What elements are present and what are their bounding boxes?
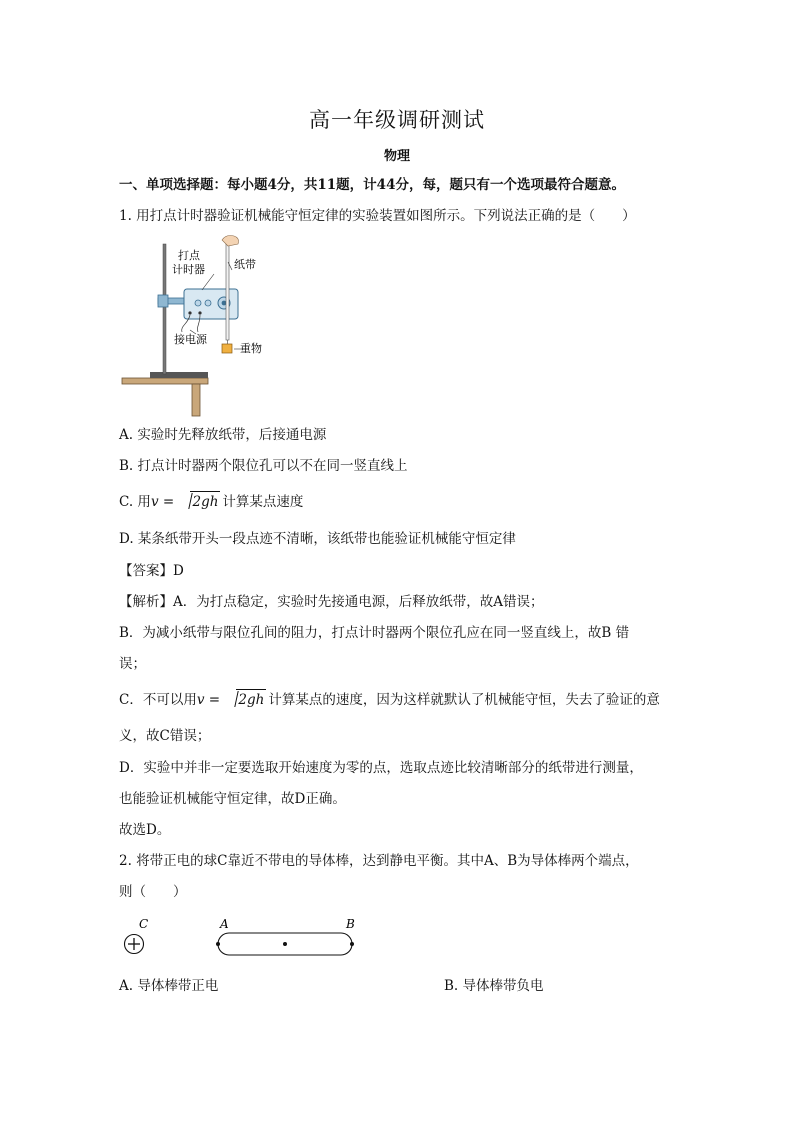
formula-eq: = [158, 494, 179, 510]
stand-rod [163, 244, 166, 374]
q1-option-c-prefix: C. 用 [119, 494, 151, 510]
formula-radicand: 2gh [190, 491, 220, 512]
label-c: C [139, 917, 149, 931]
q2-option-b: B. 导体棒带负电 [444, 978, 544, 994]
formula-v: v [150, 494, 159, 510]
label-b: B [346, 917, 355, 931]
q1-analysis-c2: 义，故C错误； [119, 728, 211, 744]
point-a [216, 942, 220, 946]
q1-option-d: D. 某条纸带开头一段点迹不清晰，该纸带也能验证机械能守恒定律 [119, 531, 516, 547]
q1-analysis-a [119, 592, 544, 612]
q1-stem: 1. 用打点计时器验证机械能守恒定律的实验装置如图所示。下列说法正确的是（ ） [119, 208, 636, 224]
analysis-formula-eq: = [204, 692, 225, 708]
q1-option-a: A. 实验时先释放纸带，后接通电源 [119, 427, 327, 443]
label-power: 接电源 [174, 333, 207, 346]
label-timer-1: 打点 [178, 249, 200, 262]
analysis-formula-radicand: 2gh [236, 689, 266, 710]
point-b [350, 942, 354, 946]
q1-analysis-d2: 也能验证机械能守恒定律，故D正确。 [119, 791, 346, 807]
q1-option-c-suffix: 计算某点速度 [222, 494, 304, 510]
q1-conclusion: 故选D。 [119, 822, 171, 838]
q2-conductor-figure [118, 912, 368, 962]
q1-option-c [119, 491, 303, 512]
q1-apparatus-figure [120, 232, 280, 417]
analysis-c-prefix: C．不可以用 [119, 692, 197, 708]
weight-block [222, 344, 232, 353]
answer-value: D [173, 563, 184, 579]
section-heading: 一、单项选择题：每小题4分，共11题，计44分，每，题只有一个选项最符合题意。 [119, 177, 625, 193]
q2-stem-2: 则（ ） [119, 884, 187, 900]
analysis-a-text: A．为打点稳定，实验时先接通电源，后释放纸带，故A错误； [173, 594, 544, 610]
q1-analysis-d1: D．实验中并非一定要选取开始速度为零的点，选取点迹比较清晰部分的纸带进行测量， [119, 760, 643, 776]
q2-option-a: A. 导体棒带正电 [119, 978, 219, 994]
table-leg [192, 384, 200, 416]
sqrt-sign [180, 491, 220, 512]
subject-title: 物理 [383, 149, 410, 164]
analysis-formula-v: v [196, 692, 205, 708]
page-title: 高一年级调研测试 [309, 108, 485, 132]
q2-stem-1: 2. 将带正电的球C靠近不带电的导体棒，达到静电平衡。其中A、B为导体棒两个端点， [119, 853, 639, 869]
answer-label: 【答案】 [119, 563, 173, 579]
stand-base [150, 372, 208, 378]
label-a: A [220, 917, 229, 931]
rod-center-point [283, 942, 287, 946]
paper-tape [226, 240, 229, 340]
label-weight: 重物 [240, 342, 262, 355]
analysis-sqrt-sign [226, 689, 266, 710]
q1-analysis-c1 [119, 689, 660, 710]
label-timer-2: 计时器 [172, 263, 205, 276]
q1-analysis-b1: B．为减小纸带与限位孔间的阻力，打点计时器两个限位孔应在同一竖直线上，故B 错 [119, 625, 630, 641]
label-tape: 纸带 [234, 258, 256, 271]
analysis-c-suffix: 计算某点的速度，因为这样就默认了机械能守恒，失去了验证的意 [268, 692, 660, 708]
analysis-label: 【解析】 [119, 594, 173, 610]
table-top [122, 378, 208, 384]
hand [222, 236, 239, 247]
q1-answer [119, 561, 184, 581]
q1-option-b: B. 打点计时器两个限位孔可以不在同一竖直线上 [119, 458, 408, 474]
q1-analysis-b2: 误； [119, 656, 146, 672]
